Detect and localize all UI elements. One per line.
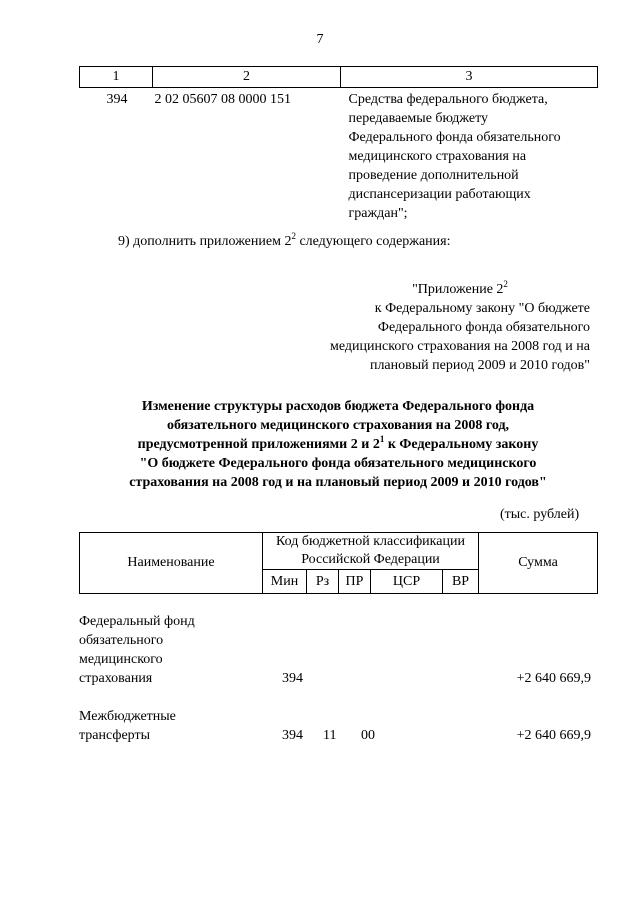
amendment-paragraph: 9) дополнить приложением $2^2$ следующего содержания:: [118, 231, 451, 249]
income-code: 2 02 05607 08 0000 151: [154, 92, 291, 107]
col-sum-header: Сумма: [479, 533, 598, 594]
col-csr-header: ЦСР: [371, 570, 443, 594]
expenditure-table-header: [79, 532, 598, 594]
annex-line: Федерального фонда обязательного: [377, 320, 590, 335]
col-pr-header: ПР: [339, 570, 371, 594]
units-label: (тыс. рублей): [500, 507, 580, 522]
table-row: [80, 88, 598, 224]
annex-reference: [280, 280, 590, 375]
row-sum: +2 640 669,9: [516, 728, 591, 743]
row-pr: 00: [361, 728, 375, 743]
desc-line: медицинского страхования на: [348, 149, 527, 164]
expenditure-table-body: [79, 612, 597, 745]
row-name: Межбюджетные трансферты: [79, 709, 176, 743]
annex-line: медицинского страхования на 2008 год и на: [330, 339, 590, 354]
section-heading: Изменение структуры расходов бюджета Федерального фонда обязательного медицинского страхования на 2008 год, предусмотренной приложениями 2 и $2^1$ к Федеральному закону "О бюджете Федерального фонда обязательного медицинского страхования на 2008 год и на плановый период 2009 и 2010 годов": [129, 399, 547, 490]
col-min-header: Мин: [263, 570, 307, 594]
desc-line: передаваемые бюджету: [348, 111, 489, 126]
header-col-2: 2: [153, 67, 341, 88]
desc-line: проведение дополнительной: [348, 168, 519, 183]
header-col-3: 3: [341, 67, 598, 88]
col-code-group-header: Код бюджетной классификации Российской Федерации: [263, 533, 479, 570]
annex-line: плановый период 2009 и 2010 годов": [369, 358, 590, 373]
annex-title: "Приложение $2^2$: [412, 279, 508, 297]
row-sum: +2 640 669,9: [516, 671, 591, 686]
col-rz-header: Рз: [307, 570, 339, 594]
income-description: [341, 88, 598, 224]
row-rz: 11: [323, 728, 337, 743]
row-min: 394: [282, 671, 303, 686]
desc-line: Федерального фонда обязательного: [348, 130, 561, 145]
table-row: [79, 612, 597, 688]
col-vr-header: ВР: [443, 570, 479, 594]
header-col-1: 1: [80, 67, 153, 88]
row-name: Федеральный фонд обязательного медицинского страхования: [79, 614, 195, 686]
page-number: 7: [316, 32, 324, 47]
admin-code: 394: [106, 92, 128, 107]
row-min: 394: [282, 728, 303, 743]
continuation-table-header: [80, 67, 598, 88]
table-row: [79, 707, 597, 745]
annex-line: к Федеральному закону "О бюджете: [374, 301, 590, 316]
continuation-table: [79, 66, 598, 223]
desc-line: граждан";: [348, 206, 408, 221]
col-name-header: Наименование: [80, 533, 263, 594]
desc-line: диспансеризации работающих: [348, 187, 531, 202]
desc-line: Средства федерального бюджета,: [348, 92, 548, 107]
